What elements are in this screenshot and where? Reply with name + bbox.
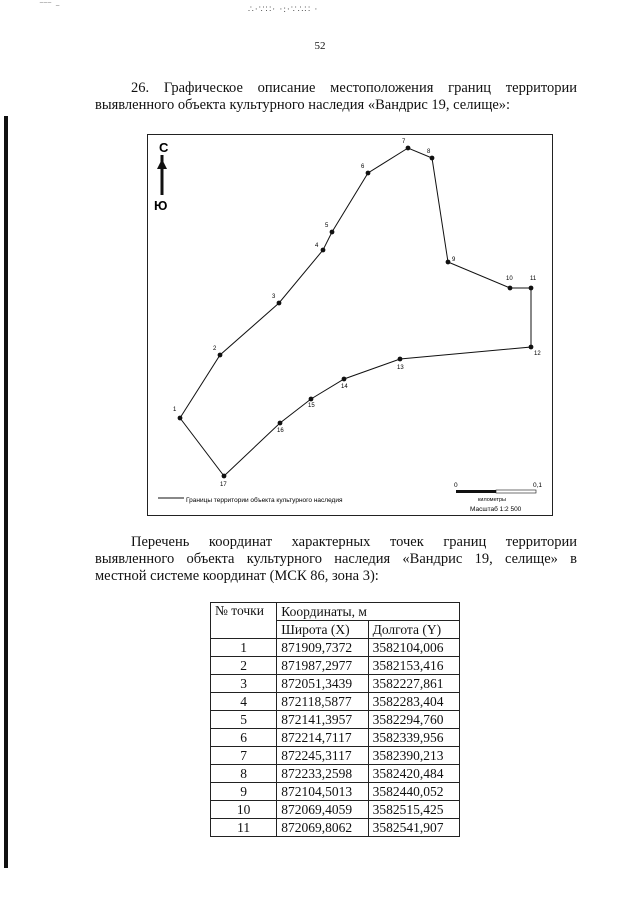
boundary-point-label: 14 [341, 384, 348, 390]
latitude-cell: 872245,3117 [277, 747, 368, 765]
scale-end: 0,1 [533, 482, 543, 489]
legend-text: Границы территории объекта культурного наследия [186, 497, 343, 504]
boundary-point-marker [218, 353, 223, 358]
site-boundary-polygon [180, 148, 531, 476]
header-point-number: № точки [211, 603, 277, 639]
coordinates-table-body [211, 639, 460, 837]
boundary-point-label: 10 [506, 276, 513, 282]
boundary-point-marker [222, 474, 227, 479]
boundary-point-marker [321, 248, 326, 253]
point-number-cell: 9 [211, 783, 277, 801]
longitude-cell: 3582339,956 [368, 729, 459, 747]
longitude-cell: 3582227,861 [368, 675, 459, 693]
table-row [211, 639, 460, 657]
boundary-point-label: 15 [308, 403, 315, 409]
boundary-point-marker [529, 286, 534, 291]
boundary-point-label: 1 [173, 407, 177, 413]
boundary-point-label: 4 [315, 243, 319, 249]
boundary-point-marker [508, 286, 513, 291]
latitude-cell: 872118,5877 [277, 693, 368, 711]
scale-segment-dark [456, 490, 496, 493]
boundary-point-label: 3 [272, 294, 276, 300]
point-number-cell: 11 [211, 819, 277, 837]
point-number-cell: 5 [211, 711, 277, 729]
point-number-cell: 4 [211, 693, 277, 711]
intro-line: Перечень координат характерных точек границ территории [131, 534, 577, 550]
boundary-point-label: 7 [402, 139, 406, 145]
latitude-cell: 872069,8062 [277, 819, 368, 837]
scan-artifact: ∴·∵∷· ·:·∵∴∷ · [248, 4, 319, 14]
boundary-point-marker [398, 357, 403, 362]
latitude-cell: 872141,3957 [277, 711, 368, 729]
north-arrow-head [157, 159, 167, 169]
boundary-point-marker [309, 397, 314, 402]
point-number-cell: 3 [211, 675, 277, 693]
south-label: Ю [154, 198, 168, 213]
scale-bar [454, 482, 542, 513]
scale-segment-light [496, 490, 536, 493]
latitude-cell: 872233,2598 [277, 765, 368, 783]
point-number-cell: 1 [211, 639, 277, 657]
boundary-point-label: 5 [325, 223, 329, 229]
section-heading [95, 80, 577, 114]
longitude-cell: 3582541,907 [368, 819, 459, 837]
boundary-point-marker [529, 345, 534, 350]
boundary-point-label: 17 [220, 482, 227, 488]
longitude-cell: 3582294,760 [368, 711, 459, 729]
table-row [211, 747, 460, 765]
table-row [211, 765, 460, 783]
boundary-point-marker [178, 416, 183, 421]
scale-text: Масштаб 1:2 500 [470, 506, 522, 513]
table-row [211, 693, 460, 711]
intro-line: выявленного объекта культурного наследия «Вандрис 19, селище» в [95, 551, 577, 567]
table-row [211, 801, 460, 819]
boundary-point-marker [406, 146, 411, 151]
scale-unit: километры [478, 497, 506, 503]
boundary-point-label: 16 [277, 428, 284, 434]
boundary-point-label: 11 [530, 276, 537, 282]
table-row [211, 711, 460, 729]
point-number-cell: 7 [211, 747, 277, 765]
north-label: С [159, 140, 169, 155]
longitude-cell: 3582390,213 [368, 747, 459, 765]
coordinates-intro [95, 534, 577, 585]
longitude-cell: 3582440,052 [368, 783, 459, 801]
heading-line: 26. Графическое описание местоположения границ территории [131, 80, 577, 96]
page-number: 52 [314, 40, 326, 52]
boundary-point-marker [278, 421, 283, 426]
longitude-cell: 3582420,484 [368, 765, 459, 783]
boundary-point-marker [366, 171, 371, 176]
latitude-cell: 872051,3439 [277, 675, 368, 693]
boundary-point-marker [430, 156, 435, 161]
boundary-map [147, 134, 553, 516]
latitude-cell: 871987,2977 [277, 657, 368, 675]
scale-zero: 0 [454, 482, 458, 489]
margin-binding-mark [4, 116, 8, 868]
longitude-cell: 3582515,425 [368, 801, 459, 819]
header-latitude: Широта (X) [277, 621, 368, 639]
longitude-cell: 3582104,006 [368, 639, 459, 657]
point-number-cell: 10 [211, 801, 277, 819]
table-row [211, 657, 460, 675]
boundary-point-marker [342, 377, 347, 382]
point-number-cell: 6 [211, 729, 277, 747]
boundary-point-label: 6 [361, 164, 365, 170]
longitude-cell: 3582153,416 [368, 657, 459, 675]
scan-artifact: ‾‾‾ ⁻ [40, 2, 61, 12]
boundary-point-marker [277, 301, 282, 306]
coordinates-table [210, 602, 460, 837]
boundary-point-label: 2 [213, 346, 217, 352]
boundary-point-marker [446, 260, 451, 265]
latitude-cell: 872214,7117 [277, 729, 368, 747]
header-coordinates: Координаты, м [277, 603, 460, 621]
north-arrow [154, 140, 169, 213]
latitude-cell: 872104,5013 [277, 783, 368, 801]
intro-line: местной системе координат (МСК 86, зона 3): [95, 568, 379, 584]
point-number-cell: 8 [211, 765, 277, 783]
header-longitude: Долгота (Y) [368, 621, 459, 639]
boundary-point-label: 12 [534, 351, 541, 357]
table-row [211, 729, 460, 747]
boundary-point-label: 8 [427, 149, 431, 155]
table-row [211, 675, 460, 693]
boundary-point-label: 13 [397, 365, 404, 371]
heading-line: выявленного объекта культурного наследия «Вандрис 19, селище»: [95, 97, 511, 113]
legend [158, 496, 343, 504]
latitude-cell: 872069,4059 [277, 801, 368, 819]
table-row [211, 783, 460, 801]
boundary-map-canvas [148, 135, 552, 515]
latitude-cell: 871909,7372 [277, 639, 368, 657]
point-number-cell: 2 [211, 657, 277, 675]
table-row [211, 819, 460, 837]
boundary-point-label: 9 [452, 257, 456, 263]
boundary-point-marker [330, 230, 335, 235]
longitude-cell: 3582283,404 [368, 693, 459, 711]
